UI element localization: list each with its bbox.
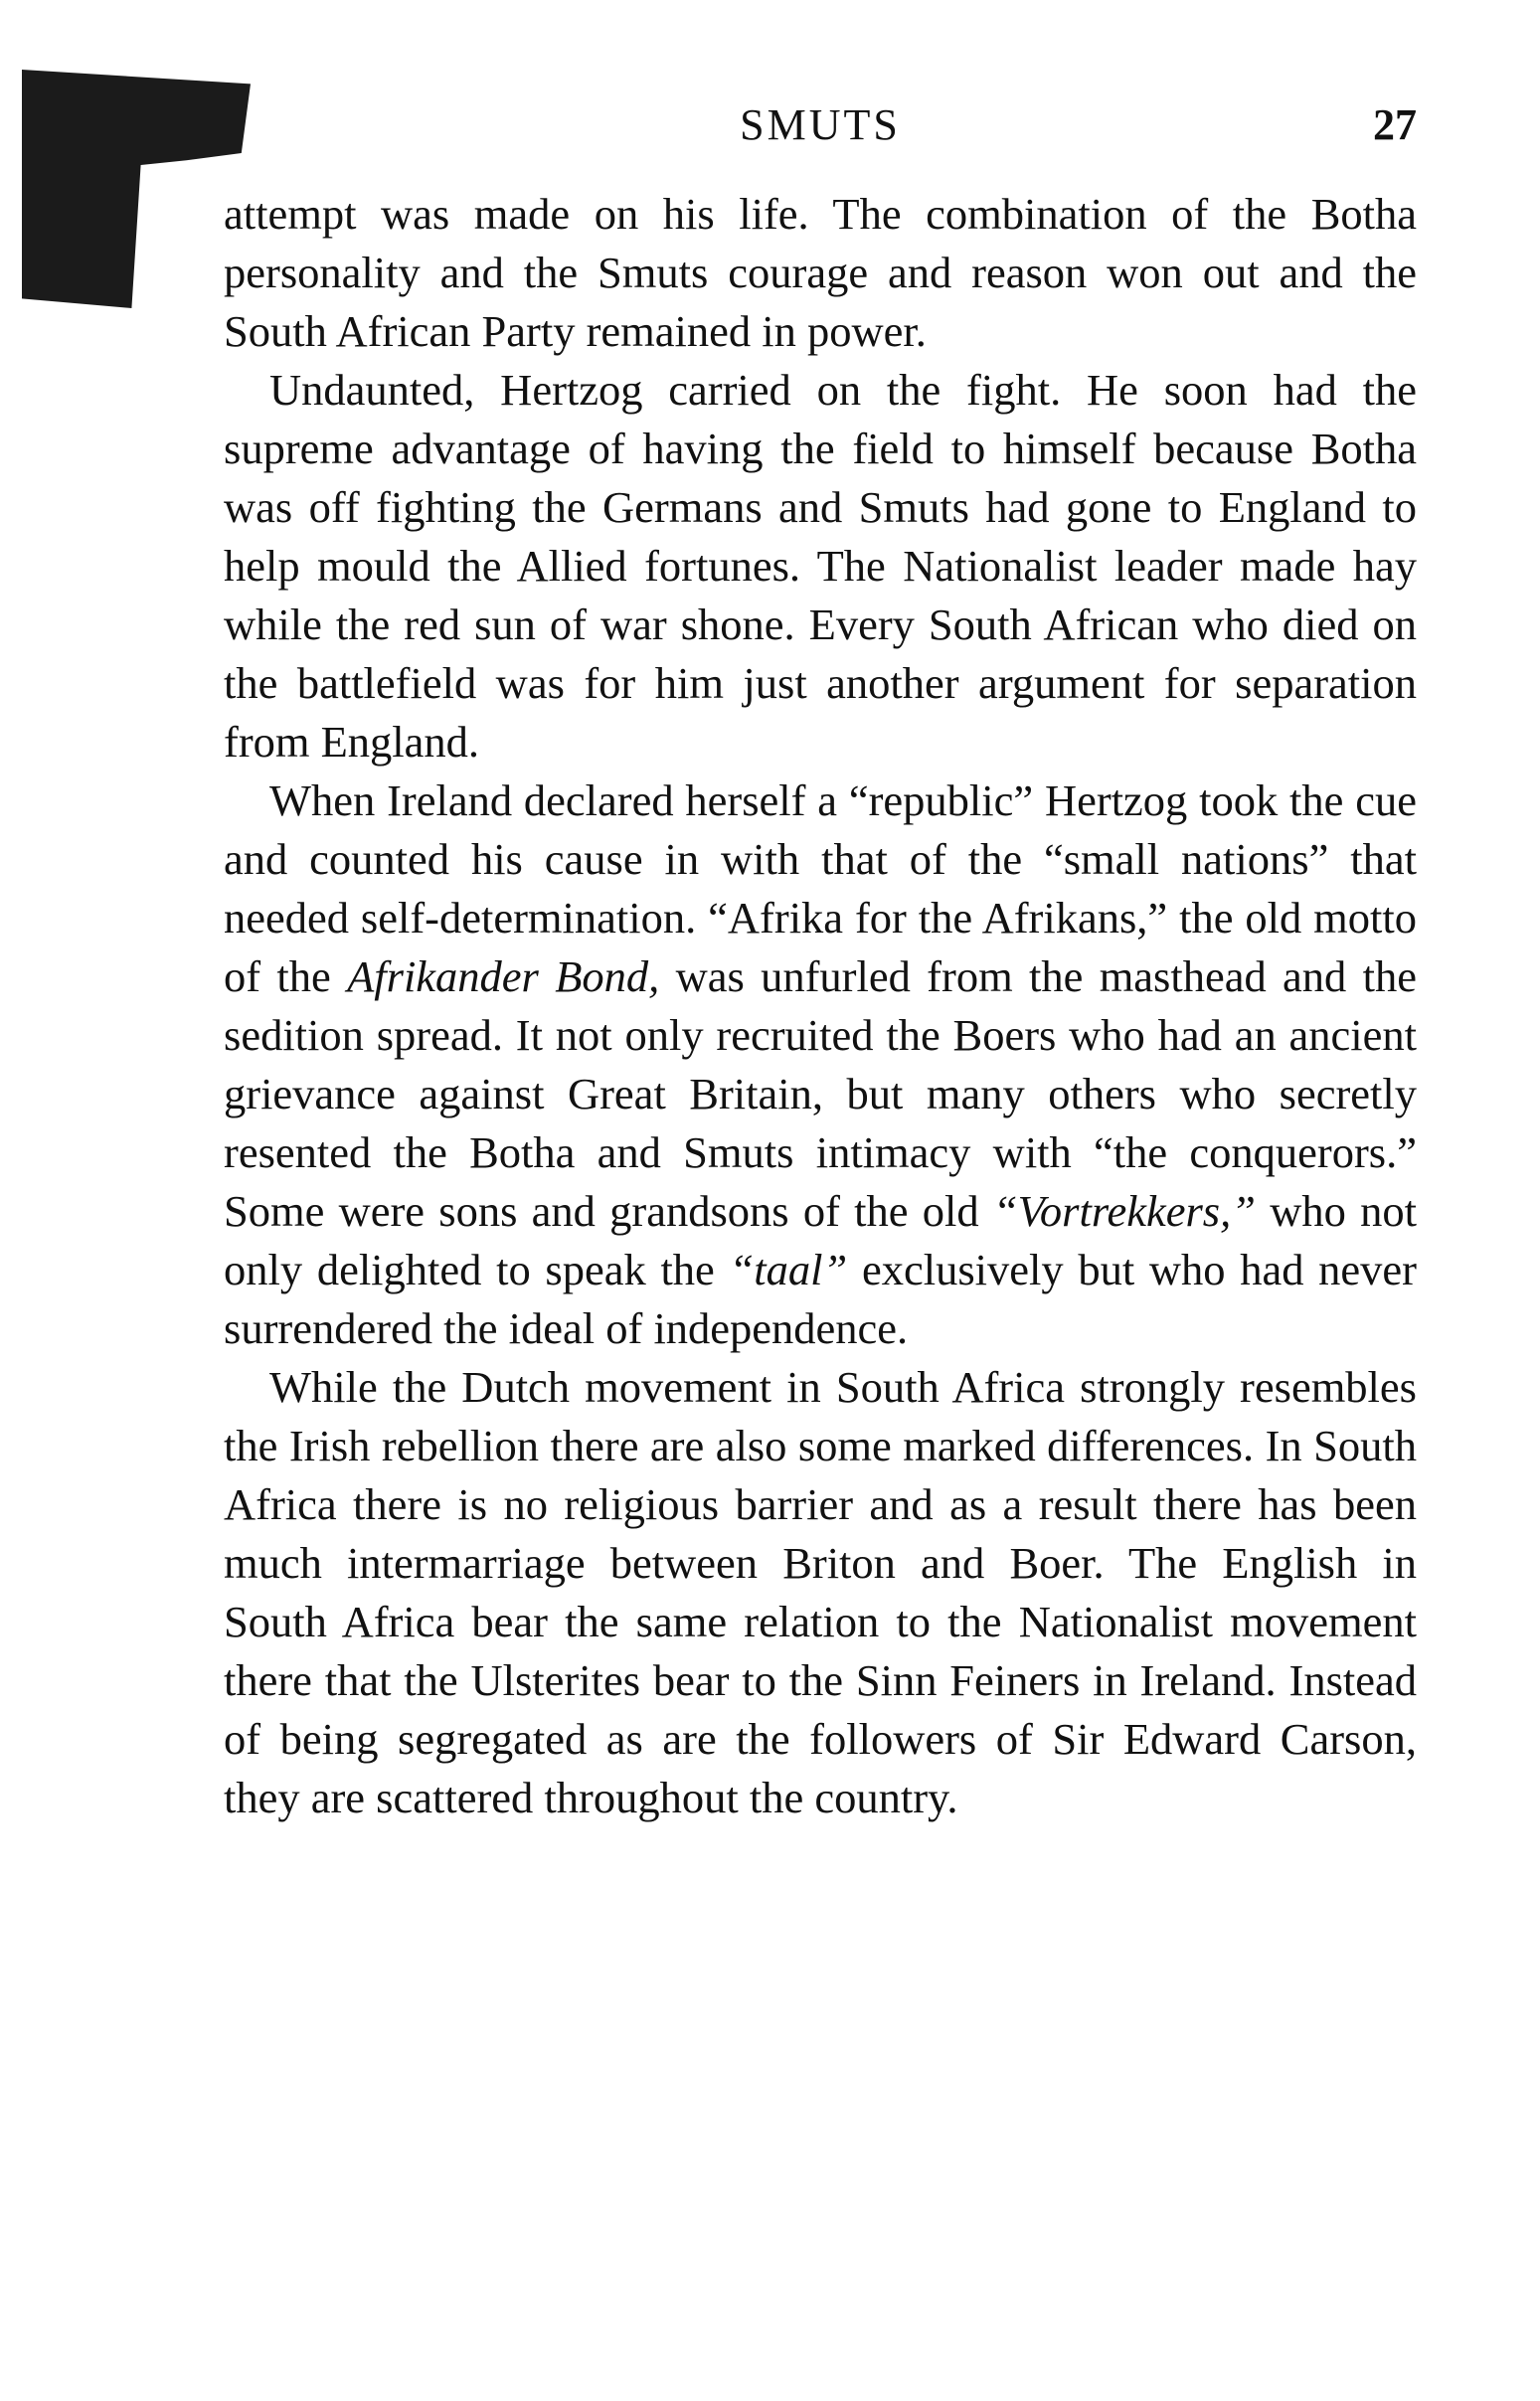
- text-segment: When Ireland declared herself a “republic” Hertzog took the cue and counted his cause in with that of the “small nations” that needed self-determination. “Afrika for the Afrikans,” the old motto of the: [224, 775, 1417, 1001]
- italic-term: “taal”: [729, 1245, 848, 1294]
- text-segment: Undaunted, Hertzog carried on the fight. He soon had the supreme advantage of having the field to himself because Botha was off fighting the Germans and Smuts had gone to England to help mould the Allied fortunes. The Nationalist leader made hay while the red sun of war shone. Every South African who died on the battlefield was for him just another argument for separation from England.: [224, 365, 1417, 767]
- italic-title: Afrikander Bond,: [347, 951, 660, 1001]
- text-segment: who not only delighted to speak the: [224, 1186, 1417, 1294]
- scan-artifact: [22, 70, 251, 308]
- paragraph-3: [224, 772, 1417, 1358]
- italic-term: “Vortrekkers,”: [992, 1186, 1257, 1236]
- page-number: 27: [1373, 100, 1417, 149]
- paragraph-4: [224, 1358, 1417, 1827]
- paragraph-2: [224, 361, 1417, 772]
- paragraph-1: [224, 185, 1417, 361]
- running-head: [224, 95, 1417, 155]
- running-title: SMUTS: [740, 100, 901, 149]
- body-text: [224, 185, 1417, 1827]
- text-segment: While the Dutch movement in South Africa strongly resembles the Irish rebellion there are also some marked differences. In South Africa there is no religious barrier and as a result there has been much intermarriage between Briton and Boer. The English in South Africa bear the same relation to the Nationalist movement there that the Ulsterites bear to the Sinn Feiners in Ireland. Instead of being segregated as are the followers of Sir Edward Carson, they are scattered throughout the country.: [224, 1362, 1417, 1822]
- text-segment: exclusively but who had never surrendered the ideal of independence.: [224, 1245, 1417, 1353]
- text-segment: attempt was made on his life. The combination of the Botha personality and the Smuts courage and reason won out and the South African Party remained in power.: [224, 189, 1417, 356]
- text-segment: was unfurled from the masthead and the sedition spread. It not only recruited the Boers who had an ancient grievance against Great Britain, but many others who secretly resented the Botha and Smuts intimacy with “the conquerors.” Some were sons and grandsons of the old: [224, 951, 1417, 1236]
